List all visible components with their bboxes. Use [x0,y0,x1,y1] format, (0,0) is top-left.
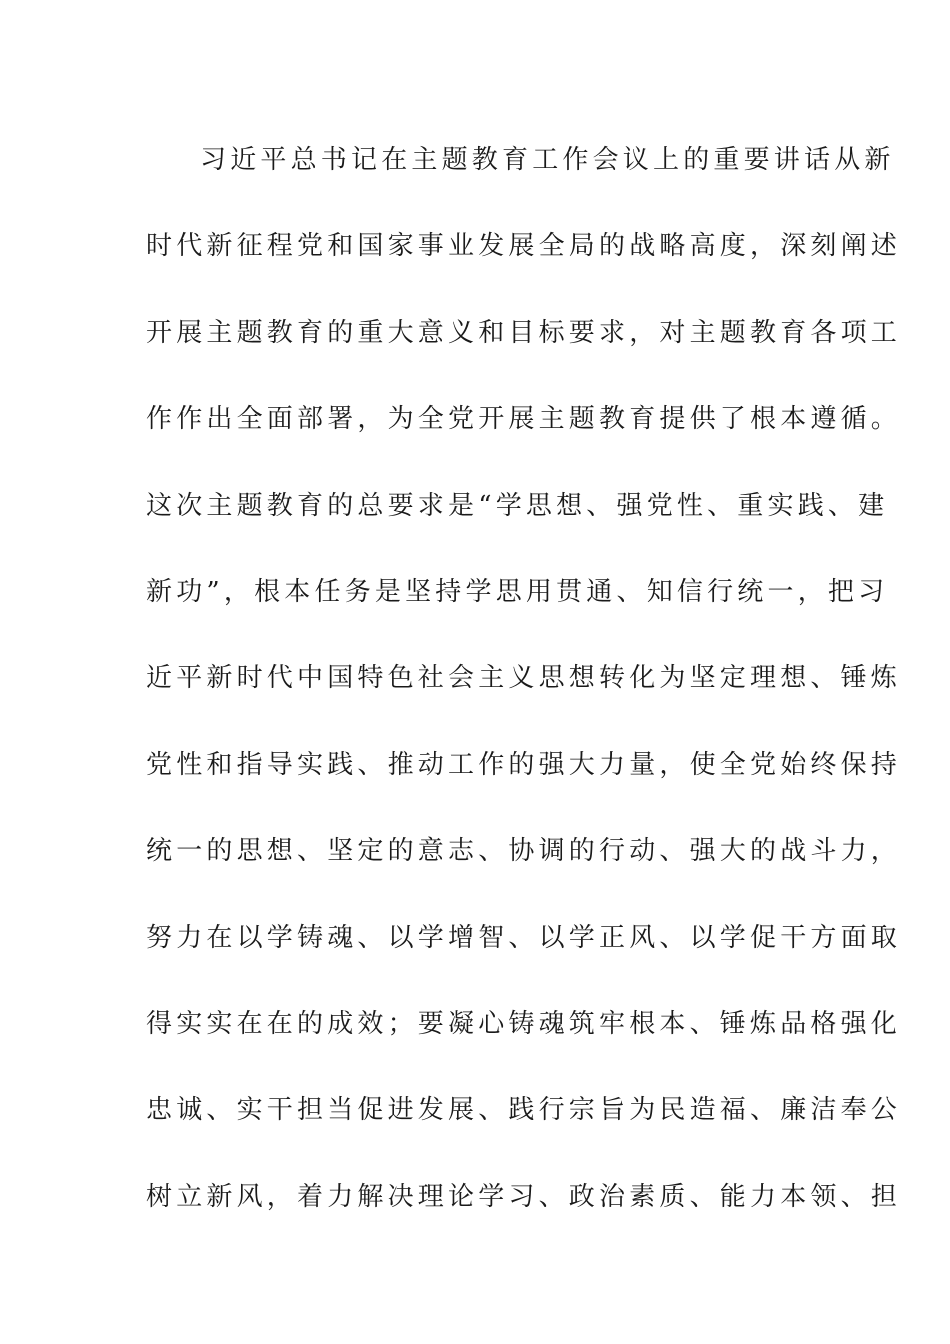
text-line-13: 树立新风，着力解决理论学习、政治素质、能力本领、担 [146,1181,902,1212]
body-paragraph [146,136,902,1259]
text-line-8: 党性和指导实践、推动工作的强大力量，使全党始终保持 [146,749,902,780]
text-line-11: 得实实在在的成效；要凝心铸魂筑牢根本、锤炼品格强化 [146,1008,902,1039]
text-line-6: 新功”，根本任务是坚持学思用贯通、知信行统一，把习 [146,576,889,607]
text-line-7: 近平新时代中国特色社会主义思想转化为坚定理想、锤炼 [146,663,902,694]
text-line-1: 习近平总书记在主题教育工作会议上的重要讲话从新 [200,145,895,175]
text-line-2: 时代新征程党和国家事业发展全局的战略高度，深刻阐述 [146,231,902,262]
text-line-9: 统一的思想、坚定的意志、协调的行动、强大的战斗力， [146,836,902,867]
text-line-12: 忠诚、实干担当促进发展、践行宗旨为民造福、廉洁奉公 [146,1095,902,1126]
text-line-5: 这次主题教育的总要求是“学思想、强党性、重实践、建 [146,490,889,521]
text-line-10: 努力在以学铸魂、以学增智、以学正风、以学促干方面取 [146,922,902,953]
text-line-3: 开展主题教育的重大意义和目标要求，对主题教育各项工 [146,317,902,348]
text-line-4: 作作出全面部署，为全党开展主题教育提供了根本遵循。 [146,404,902,435]
